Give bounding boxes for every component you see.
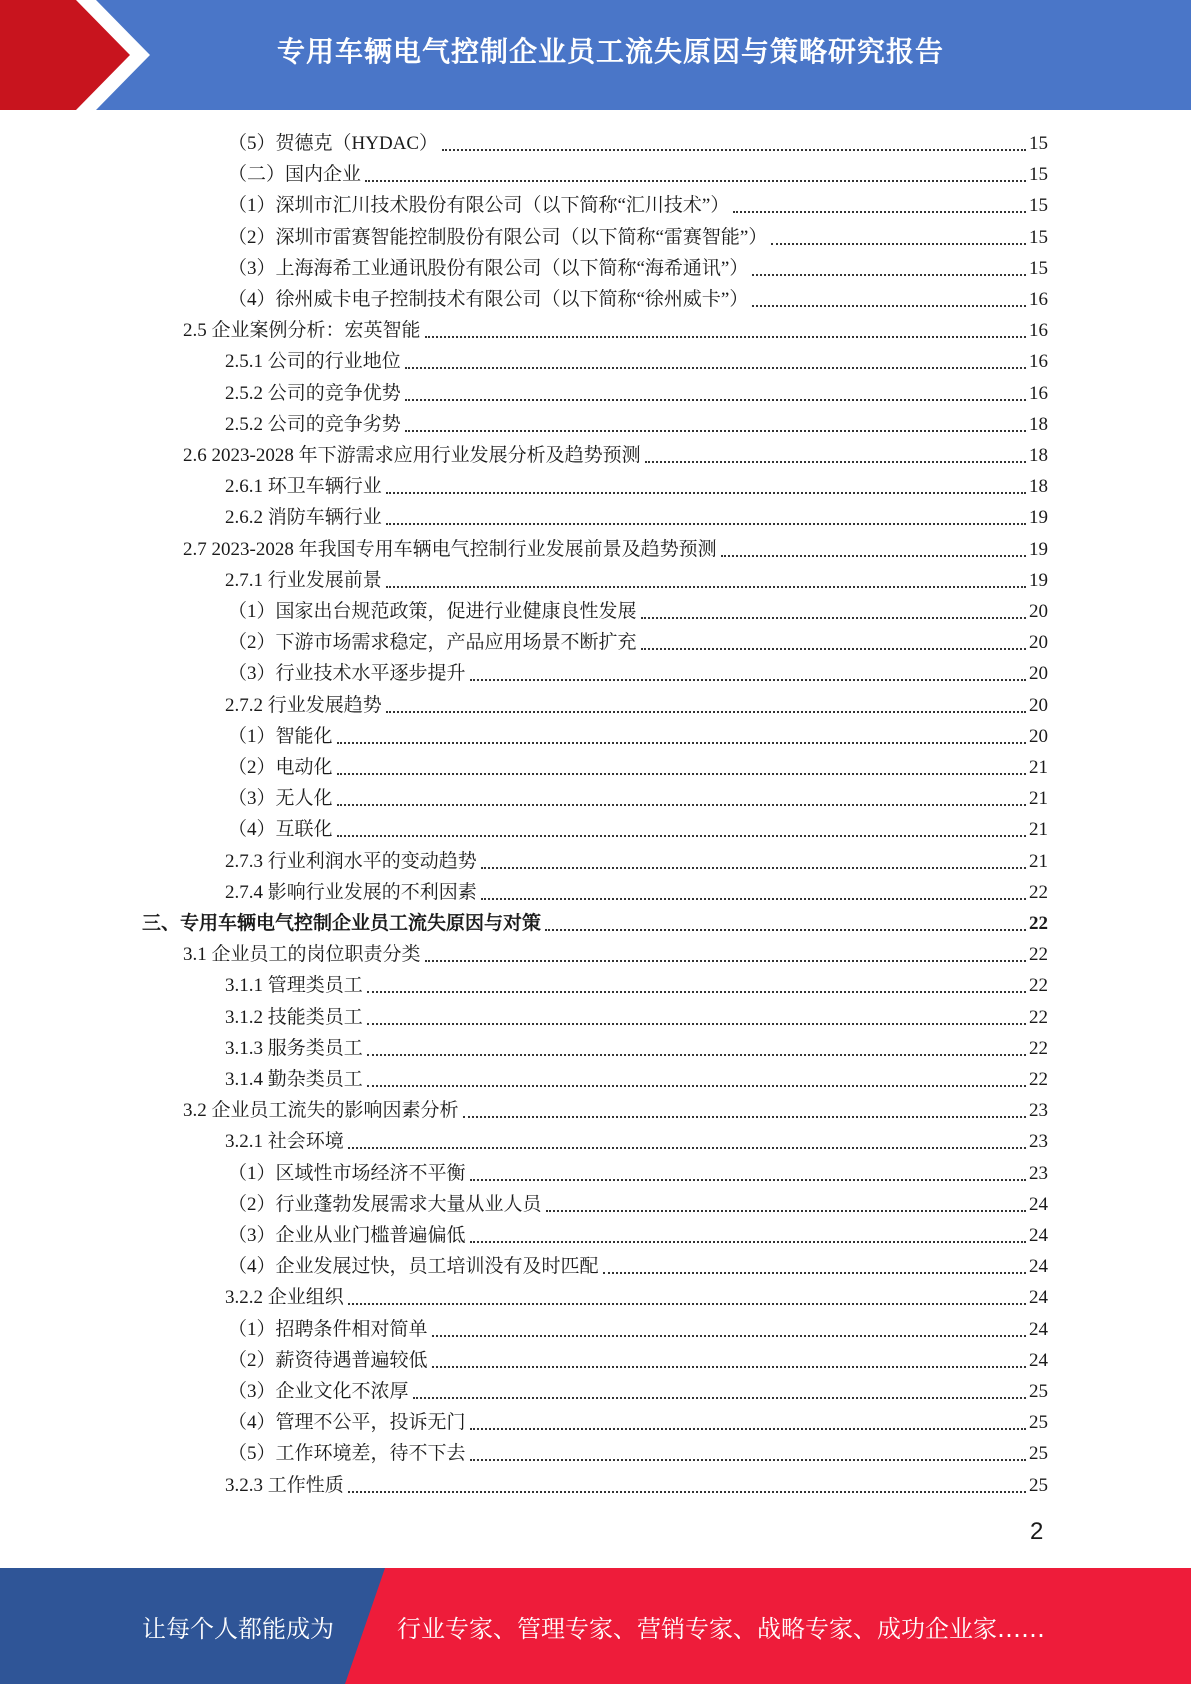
toc-entry[interactable] [228, 190, 1048, 221]
toc-entry[interactable] [225, 877, 1048, 908]
toc-entry-page: 25 [1029, 1474, 1048, 1496]
toc-dot-leader [367, 1054, 1026, 1056]
toc-entry-page: 20 [1029, 694, 1048, 716]
toc-dot-leader [442, 149, 1026, 151]
toc-dot-leader [386, 586, 1026, 588]
toc-dot-leader [545, 929, 1026, 931]
toc-entry[interactable] [228, 159, 1048, 190]
toc-entry[interactable] [228, 284, 1048, 315]
toc-entry-label: 3.1.4 勤杂类员工 [225, 1069, 363, 1090]
toc-entry-label: （4）互联化 [228, 819, 333, 841]
toc-entry-page: 19 [1029, 538, 1048, 560]
toc-dot-leader [645, 461, 1026, 463]
toc-entry-label: （5）贺德克（HYDAC） [228, 133, 439, 154]
toc-entry-page: 23 [1029, 1162, 1048, 1184]
toc-entry[interactable] [228, 1189, 1048, 1220]
toc-entry[interactable] [228, 1158, 1048, 1189]
toc-entry[interactable] [225, 1002, 1048, 1033]
toc-entry-page: 18 [1029, 445, 1048, 466]
toc-entry-label: 2.5 企业案例分析：宏英智能 [183, 320, 421, 342]
toc-entry[interactable] [228, 253, 1048, 284]
toc-entry[interactable] [183, 1095, 1048, 1126]
toc-entry-label: （2）下游市场需求稳定，产品应用场景不断扩充 [228, 632, 637, 654]
toc-entry-label: （4）管理不公平，投诉无门 [228, 1412, 466, 1434]
toc-entry-page: 23 [1029, 1131, 1048, 1153]
toc-entry[interactable] [228, 1438, 1048, 1469]
toc-dot-leader [348, 1491, 1026, 1493]
toc-entry-label: （2）行业蓬勃发展需求大量从业人员 [228, 1193, 542, 1215]
toc-entry-page: 22 [1029, 913, 1048, 934]
toc-entry-page: 21 [1029, 788, 1048, 810]
page-number: 2 [1030, 1518, 1044, 1545]
toc-entry-label: （二）国内企业 [228, 164, 362, 186]
toc-dot-leader [463, 1116, 1026, 1118]
toc-entry-page: 19 [1029, 569, 1048, 591]
toc-entry-page: 25 [1029, 1381, 1048, 1402]
toc-entry[interactable] [228, 752, 1048, 783]
toc-entry-page: 23 [1029, 1100, 1048, 1122]
toc-entry-label: 3.2.1 社会环境 [225, 1131, 344, 1153]
toc-entry-page: 20 [1029, 725, 1048, 747]
toc-entry-page: 22 [1029, 975, 1048, 997]
toc-dot-leader [470, 1241, 1026, 1243]
toc-dot-leader [348, 1147, 1026, 1149]
toc-dot-leader [733, 211, 1026, 213]
toc-dot-leader [470, 1179, 1026, 1181]
toc-entry[interactable] [183, 440, 1048, 471]
toc-entry[interactable] [225, 846, 1048, 877]
toc-dot-leader [481, 867, 1026, 869]
toc-entry-page: 24 [1029, 1193, 1048, 1215]
toc-entry-page: 18 [1029, 413, 1048, 435]
toc-entry[interactable] [225, 565, 1048, 596]
toc-entry-page: 15 [1029, 133, 1048, 154]
toc-entry[interactable] [225, 471, 1048, 502]
toc-entry-label: （5）工作环境差，待不下去 [228, 1443, 466, 1465]
toc-dot-leader [481, 898, 1026, 900]
toc-entry-page: 24 [1029, 1349, 1048, 1371]
toc-dot-leader [470, 1459, 1026, 1461]
toc-entry[interactable] [228, 596, 1048, 627]
toc-entry-label: 3.1.3 服务类员工 [225, 1037, 363, 1059]
toc-entry-label: （3）无人化 [228, 788, 333, 810]
toc-dot-leader [425, 960, 1026, 962]
toc-entry[interactable] [225, 1282, 1048, 1313]
toc-entry-page: 22 [1029, 1069, 1048, 1090]
toc-entry-label: （2）电动化 [228, 757, 333, 778]
toc-entry-label: 3.2.3 工作性质 [225, 1474, 344, 1496]
toc-entry-label: 2.7.3 行业利润水平的变动趋势 [225, 850, 477, 872]
toc-entry-page: 24 [1029, 1256, 1048, 1278]
toc-entry[interactable] [225, 1033, 1048, 1064]
toc-entry[interactable] [225, 690, 1048, 721]
toc-dot-leader [337, 773, 1026, 775]
toc-entry-page: 24 [1029, 1287, 1048, 1309]
toc-dot-leader [432, 1335, 1026, 1337]
toc-entry[interactable] [183, 534, 1048, 565]
toc-dot-leader [367, 991, 1026, 993]
toc-entry-label: 2.6.1 环卫车辆行业 [225, 476, 382, 498]
toc-entry[interactable] [228, 1345, 1048, 1376]
toc-entry[interactable] [228, 814, 1048, 845]
toc-entry-label: （3）企业文化不浓厚 [228, 1381, 409, 1402]
toc-entry-label: 3.1.1 管理类员工 [225, 975, 363, 997]
toc-entry-label: 2.7 2023-2028 年我国专用车辆电气控制行业发展前景及趋势预测 [183, 538, 717, 560]
toc-entry-page: 18 [1029, 476, 1048, 498]
toc-dot-leader [337, 835, 1026, 837]
toc-dot-leader [470, 679, 1026, 681]
toc-entry-label: （3）企业从业门槛普遍偏低 [228, 1225, 466, 1246]
toc-entry[interactable] [183, 939, 1048, 970]
toc-entry[interactable] [225, 409, 1048, 440]
toc-dot-leader [425, 336, 1026, 338]
toc-entry[interactable] [228, 658, 1048, 689]
toc-entry[interactable] [225, 1470, 1048, 1501]
toc-dot-leader [367, 1023, 1026, 1025]
toc-entry-label: （1）招聘条件相对简单 [228, 1318, 428, 1340]
toc-dot-leader [752, 305, 1026, 307]
toc-dot-leader [367, 1085, 1026, 1087]
toc-dot-leader [405, 399, 1026, 401]
toc-entry-page: 22 [1029, 1006, 1048, 1028]
toc-dot-leader [413, 1397, 1026, 1399]
toc-dot-leader [546, 1210, 1026, 1212]
toc-dot-leader [603, 1272, 1026, 1274]
toc-entry-label: （4）企业发展过快，员工培训没有及时匹配 [228, 1256, 599, 1278]
toc-entry-page: 19 [1029, 507, 1048, 529]
footer-banner [0, 1568, 1191, 1684]
toc-entry[interactable] [228, 783, 1048, 814]
toc-entry[interactable] [228, 1407, 1048, 1438]
toc-dot-leader [386, 711, 1026, 713]
toc-entry-page: 16 [1029, 320, 1048, 342]
toc-entry-label: 3.2.2 企业组织 [225, 1287, 344, 1309]
toc-entry-label: 3.1 企业员工的岗位职责分类 [183, 944, 421, 966]
toc-entry-label: 2.5.1 公司的行业地位 [225, 351, 401, 373]
toc-entry-label: （2）薪资待遇普遍较低 [228, 1349, 428, 1371]
toc-entry[interactable] [225, 1064, 1048, 1095]
toc-entry-page: 21 [1029, 850, 1048, 872]
toc-entry-page: 24 [1029, 1318, 1048, 1340]
footer-slogan-left: 让每个人都能成为 [142, 1614, 334, 1643]
toc-entry-page: 16 [1029, 351, 1048, 373]
toc-entry-label: 2.6 2023-2028 年下游需求应用行业发展分析及趋势预测 [183, 445, 641, 466]
toc-entry-label: 2.5.2 公司的竞争劣势 [225, 413, 401, 435]
toc-entry-label: （3）上海海希工业通讯股份有限公司（以下简称“海希通讯”） [228, 257, 749, 279]
toc-entry[interactable] [225, 346, 1048, 377]
toc-dot-leader [752, 274, 1026, 276]
toc-dot-leader [641, 617, 1026, 619]
toc-entry-label: 2.7.2 行业发展趋势 [225, 694, 382, 716]
toc-entry-page: 16 [1029, 289, 1048, 310]
toc-entry[interactable] [225, 502, 1048, 533]
toc-entry-page: 21 [1029, 757, 1048, 778]
toc-dot-leader [386, 523, 1026, 525]
toc-entry[interactable] [225, 970, 1048, 1001]
toc-entry-label: 2.6.2 消防车辆行业 [225, 507, 382, 529]
toc-entry-label: （1）智能化 [228, 725, 333, 747]
toc-entry-label: （1）深圳市汇川技术股份有限公司（以下简称“汇川技术”） [228, 195, 730, 217]
toc-entry-page: 25 [1029, 1412, 1048, 1434]
toc-entry[interactable] [228, 222, 1048, 253]
toc-entry-label: 3.1.2 技能类员工 [225, 1006, 363, 1028]
toc-entry-label: 3.2 企业员工流失的影响因素分析 [183, 1100, 459, 1122]
toc-entry-label: （3）行业技术水平逐步提升 [228, 663, 466, 685]
header-banner [0, 0, 1191, 110]
toc-entry-page: 22 [1029, 944, 1048, 966]
toc-entry-page: 15 [1029, 164, 1048, 186]
toc-entry[interactable] [228, 721, 1048, 752]
toc-entry-page: 20 [1029, 632, 1048, 654]
toc-entry-page: 21 [1029, 819, 1048, 841]
toc-dot-leader [348, 1303, 1026, 1305]
toc-entry-page: 25 [1029, 1443, 1048, 1465]
toc-entry-page: 16 [1029, 382, 1048, 404]
toc-entry-label: 三、专用车辆电气控制企业员工流失原因与对策 [142, 913, 542, 934]
toc-entry[interactable] [183, 315, 1048, 346]
toc-dot-leader [337, 742, 1026, 744]
toc-entry-label: 2.5.2 公司的竞争优势 [225, 382, 401, 404]
toc-entry[interactable] [228, 1251, 1048, 1282]
toc-entry-page: 22 [1029, 1037, 1048, 1059]
toc-entry[interactable] [228, 1220, 1048, 1251]
toc-entry-page: 22 [1029, 881, 1048, 903]
toc-entry[interactable] [228, 1376, 1048, 1407]
toc-dot-leader [721, 555, 1026, 557]
toc-dot-leader [641, 648, 1026, 650]
toc-dot-leader [337, 804, 1026, 806]
toc-entry-label: 2.7.4 影响行业发展的不利因素 [225, 881, 477, 903]
document-title: 专用车辆电气控制企业员工流失原因与策略研究报告 [276, 35, 944, 68]
footer-slogan-right: 行业专家、管理专家、营销专家、战略专家、成功企业家…… [397, 1614, 1045, 1643]
toc-entry[interactable] [225, 378, 1048, 409]
toc-dot-leader [386, 492, 1026, 494]
toc-entry-page: 15 [1029, 257, 1048, 279]
toc-entry-page: 15 [1029, 226, 1048, 248]
toc-entry-label: 2.7.1 行业发展前景 [225, 569, 382, 591]
toc-entry-label: （1）国家出台规范政策，促进行业健康良性发展 [228, 601, 637, 622]
toc-entry-label: （1）区域性市场经济不平衡 [228, 1162, 466, 1184]
toc-entry[interactable] [225, 1126, 1048, 1157]
toc-dot-leader [405, 367, 1026, 369]
toc-dot-leader [470, 1428, 1026, 1430]
toc-dot-leader [405, 430, 1026, 432]
toc-entry[interactable] [142, 908, 1048, 939]
toc-dot-leader [365, 180, 1026, 182]
toc-entry-page: 20 [1029, 601, 1048, 622]
toc-entry-label: （2）深圳市雷赛智能控制股份有限公司（以下简称“雷赛智能”） [228, 226, 768, 248]
toc-dot-leader [771, 243, 1026, 245]
toc-entry-page: 24 [1029, 1225, 1048, 1246]
toc-entry-page: 15 [1029, 195, 1048, 217]
toc-entry-page: 20 [1029, 663, 1048, 685]
toc-entry-label: （4）徐州威卡电子控制技术有限公司（以下简称“徐州威卡”） [228, 289, 749, 310]
toc-entry[interactable] [228, 128, 1048, 159]
toc-dot-leader [432, 1366, 1026, 1368]
toc-entry[interactable] [228, 1314, 1048, 1345]
toc-entry[interactable] [228, 627, 1048, 658]
